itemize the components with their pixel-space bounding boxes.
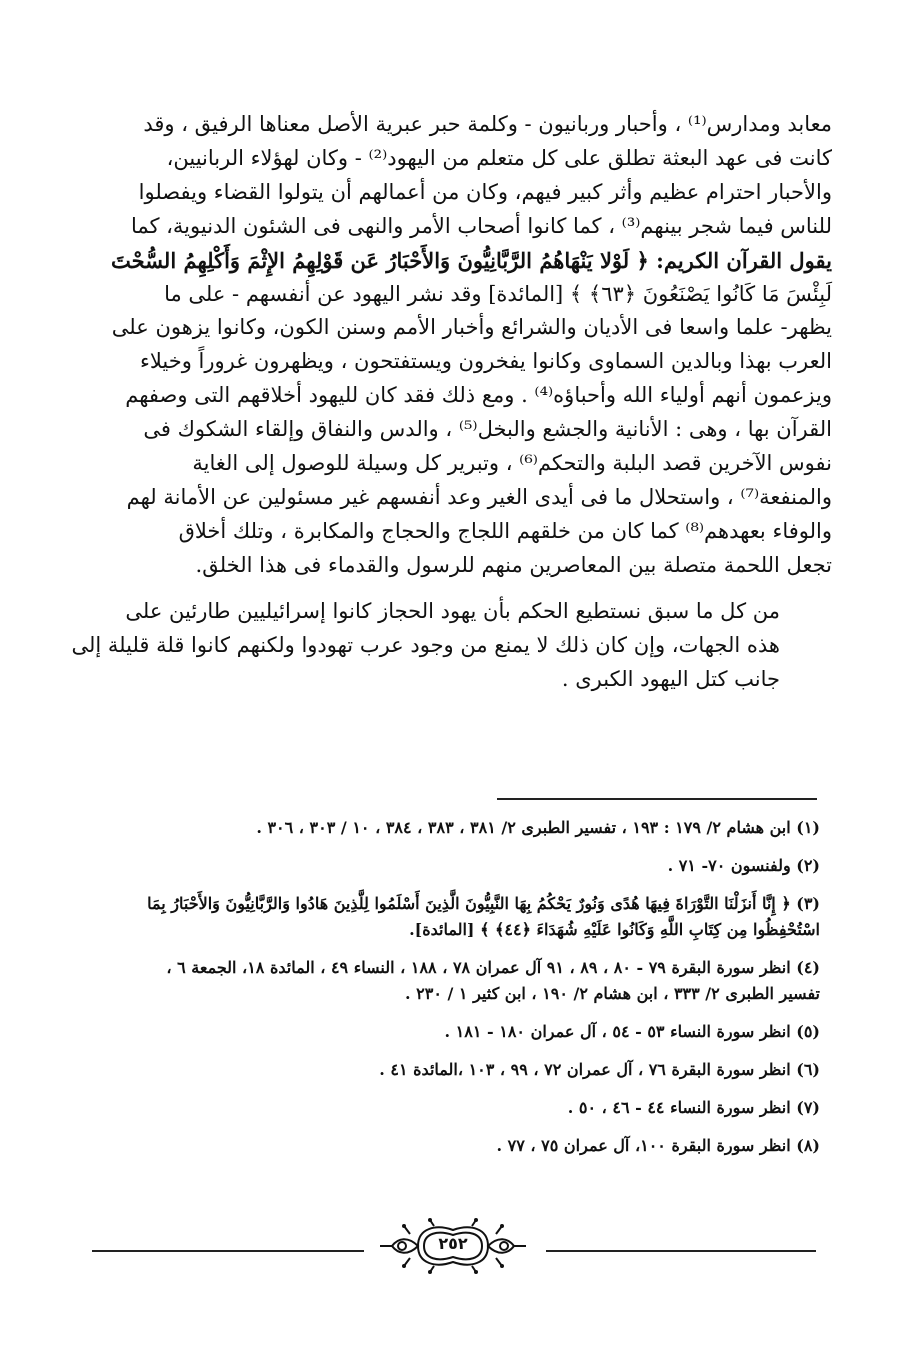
text-line: القرآن بها ، وهى : الأنانية والجشع والبخل⁽⁵⁾ ، والدس والنفاق وإلقاء الشكوك فى <box>143 417 832 442</box>
footnote-2: (٢) ولفنسون ٧٠- ٧١ . <box>667 856 820 875</box>
text-line: للناس فيما شجر بينهم⁽³⁾ ، كما كانوا أصحاب الأمر والنهى فى الشئون الدنيوية، كما <box>130 213 832 238</box>
footnote-5: (٥) انظر سورة النساء ٥٣ - ٥٤ ، آل عمران ١٨٠ - ١٨١ . <box>444 1022 820 1041</box>
text-line: من كل ما سبق نستطيع الحكم بأن يهود الحجاز كانوا إسرائيليين طارئين على <box>125 598 780 623</box>
page-footer <box>92 1216 816 1276</box>
text-line: تجعل اللحمة متصلة بين المعاصرين منهم للرسول والقدماء فى هذا الخلق. <box>195 552 832 577</box>
footnote-4 <box>110 951 820 1015</box>
text-line: لَبِئْسَ مَا كَانُوا يَصْنَعُونَ ﴿٦٣﴾ ﴾ [المائدة] وقد نشر اليهود عن أنفسهم - على ما <box>164 281 832 306</box>
text-line: والوفاء بعهدهم⁽⁸⁾ كما كان من خلقهم اللجاج والحجاج والمكابرة ، وتلك أخلاق <box>178 518 832 543</box>
footnote-4-line-1: (٤) انظر سورة البقرة ٧٩ - ٨٠ ، ٨٩ ، ٩١ آل عمران ٧٨ ، ١٨٨ ، النساء ٤٩ ، المائدة ١٨، الجمعة ٦ ، <box>166 958 820 977</box>
text-line: والمنفعة⁽⁷⁾ ، واستحلال ما فى أيدى الغير وعد أنفسهم غير مسئولين عن الأمانة لهم <box>126 484 832 509</box>
footnote-3-line-2: اسْتُحْفِظُوا مِن كِتَابِ اللَّهِ وَكَانُوا عَلَيْهِ شُهَدَاءَ ﴿٤٤﴾ ﴾ [المائدة]. <box>409 920 820 939</box>
text-line: يظهر- علما واسعا فى الأديان والشرائع وأخبار الأمم وسنن الكون، وكانوا يزهون على <box>111 315 832 340</box>
footnote-divider <box>497 798 817 800</box>
footnotes <box>110 811 820 1167</box>
text-line: نفوس الآخرين قصد البلبة والتحكم⁽⁶⁾ ، وتبرير كل وسيلة للوصول إلى الغاية <box>192 451 832 476</box>
text-line: والأحبار احترام عظيم وأثر كبير فيهم، وكان من أعمالهم أن يتولوا القضاء ويفصلوا <box>138 179 832 204</box>
footnote-7: (٧) انظر سورة النساء ٤٤ - ٤٦ ، ٥٠ . <box>567 1098 820 1117</box>
footnote-3-line-1: (٣) ﴿ إِنَّا أَنزَلْنَا التَّوْرَاةَ فِيهَا هُدًى وَنُورٌ يَحْكُمُ بِهَا النَّبِيُّونَ الَّذِينَ أَسْلَمُوا لِلَّذِينَ هَادُوا وَالرَّبَّانِيُّونَ وَالأَحْبَارُ بِمَا <box>147 894 820 913</box>
footnote-3 <box>110 887 820 951</box>
footer-rule-right <box>546 1250 816 1252</box>
footnote-6: (٦) انظر سورة البقرة ٧٦ ، آل عمران ٧٢ ، ٩٩ ، ١٠٣ ،المائدة ٤١ . <box>379 1060 820 1079</box>
main-text <box>71 108 832 696</box>
footnote-4-line-2: تفسير الطبرى ٢/ ٣٣٣ ، ابن هشام ٢/ ١٩٠ ، ابن كثير ١ / ٢٣٠ . <box>405 984 820 1003</box>
text-line: ويزعمون أنهم أولياء الله وأحباؤه⁽⁴⁾ . ومع ذلك فقد كان لليهود أخلاقهم التى وصفهم <box>125 383 832 408</box>
text-line: معابد ومدارس⁽¹⁾ ، وأحبار وربانيون - وكلمة حبر عبرية الأصل معناها الرفيق ، وقد <box>143 112 832 136</box>
paragraph-1 <box>110 108 832 583</box>
page-number: ٢٥٢ <box>438 1234 468 1253</box>
text-line: هذه الجهات، وإن كان ذلك لا يمنع من وجود عرب تهودوا ولكنهم كانوا قلة قليلة إلى <box>71 632 780 657</box>
text-line: كانت فى عهد البعثة تطلق على كل متعلم من اليهود⁽²⁾ - وكان لهؤلاء الربانيين، <box>166 145 832 170</box>
page-number-ornament <box>378 1216 528 1276</box>
footer-rule-left <box>92 1250 364 1252</box>
footnote-8: (٨) انظر سورة البقرة ١٠٠، آل عمران ٧٥ ، ٧٧ . <box>496 1136 820 1155</box>
text-line: جانب كتل اليهود الكبرى . <box>561 666 780 691</box>
quran-verse-line: يقول القرآن الكريم: ﴿ لَوْلا يَنْهَاهُمُ الرَّبَّانِيُّونَ وَالأَحْبَارُ عَن قَوْلِهِمُ الإِثْمَ وَأَكْلِهِمُ السُّحْتَ <box>111 247 832 273</box>
footnote-1: (١) ابن هشام ٢/ ١٧٩ : ١٩٣ ، تفسير الطبرى ٢/ ٣٨١ ، ٣٨٣ ، ٣٨٤ ، ١٠ / ٣٠٣ ، ٣٠٦ . <box>256 818 820 837</box>
text-line: العرب بهذا وبالدين السماوى وكانوا يفخرون ويستفتحون ، ويظهرون غروراً وخيلاء <box>139 349 832 374</box>
paragraph-2 <box>71 595 832 697</box>
